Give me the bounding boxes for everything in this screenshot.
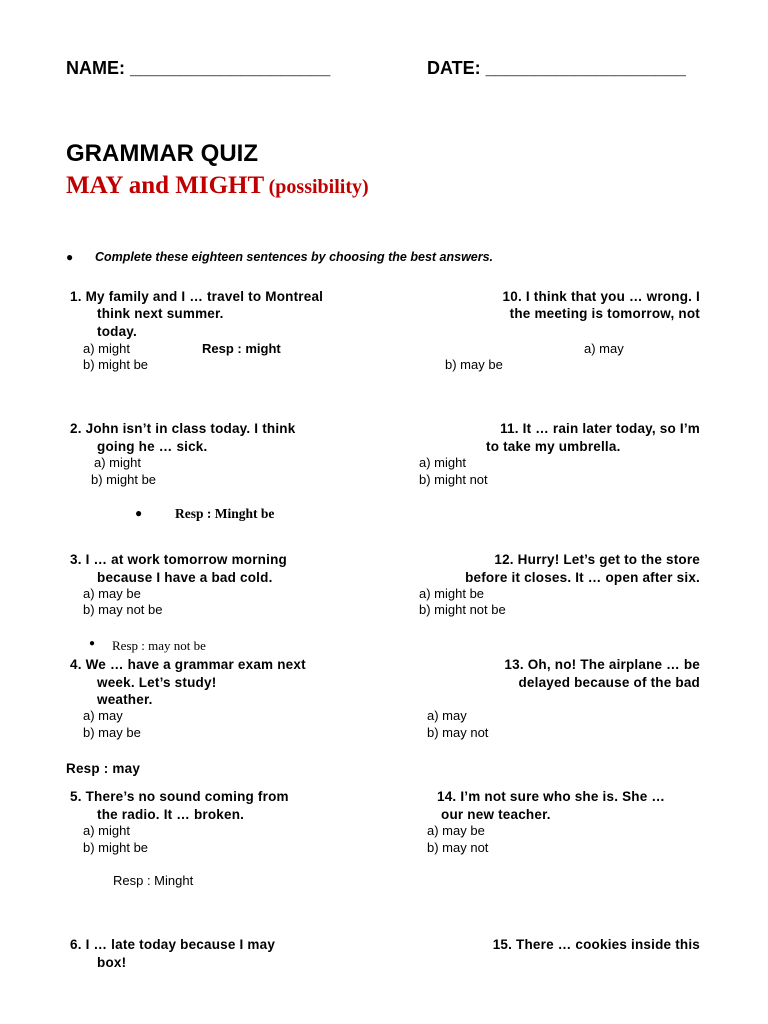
subtitle-main: MAY and MIGHT xyxy=(66,172,265,199)
q1-option-b: b) might be xyxy=(83,357,149,372)
q5-option-a: a) might xyxy=(83,823,130,838)
q2-line1: 2. John isn’t in class today. I think xyxy=(70,421,296,436)
q12-line2: before it closes. It … open after six. xyxy=(465,570,700,585)
q4-option-b: b) may be xyxy=(83,725,141,740)
q11-line2: to take my umbrella. xyxy=(486,439,621,454)
q1-line2: think next summer. xyxy=(97,306,224,321)
q12-line1: 12. Hurry! Let’s get to the store xyxy=(494,552,700,567)
q2-resp-bullet: ● xyxy=(135,506,143,520)
q4-line2: week. Let’s study! xyxy=(97,675,217,690)
q2-option-b: b) might be xyxy=(91,472,157,487)
instruction-text: Complete these eighteen sentences by choosing the best answers. xyxy=(95,250,494,264)
q2-line2: going he … sick. xyxy=(97,439,208,454)
q3-line2: because I have a bad cold. xyxy=(97,570,273,585)
q6-line1: 6. I … late today because I may xyxy=(70,937,276,952)
q4-response: Resp : may xyxy=(66,761,141,776)
q4-line3: weather. xyxy=(97,692,153,707)
quiz-subtitle xyxy=(66,172,369,200)
q4-option-a: a) may xyxy=(83,708,123,723)
q14-line2: our new teacher. xyxy=(441,807,551,822)
q10-line1: 10. I think that you … wrong. I xyxy=(502,289,700,304)
q14-option-b: b) may not xyxy=(427,840,489,855)
q10-option-b: b) may be xyxy=(445,357,503,372)
q12-option-b: b) might not be xyxy=(419,602,506,617)
q13-option-a: a) may xyxy=(427,708,467,723)
q13-line2: delayed because of the bad xyxy=(518,675,700,690)
q3-option-a: a) may be xyxy=(83,586,141,601)
q11-line1: 11. It … rain later today, so I’m xyxy=(500,421,700,436)
subtitle-paren: (possibility) xyxy=(268,176,369,198)
q5-line2: the radio. It … broken. xyxy=(97,807,245,822)
q11-option-a: a) might xyxy=(419,455,466,470)
q10-line2: the meeting is tomorrow, not xyxy=(509,306,700,321)
q10-option-a: a) may xyxy=(584,341,624,356)
q1-line1: 1. My family and I … travel to Montreal xyxy=(70,289,324,304)
q1-option-a: a) might xyxy=(83,341,130,356)
q1-response: Resp : might xyxy=(202,341,281,356)
q5-line1: 5. There’s no sound coming from xyxy=(70,789,289,804)
q1-line3: today. xyxy=(97,324,137,339)
name-field-label: NAME: ____________________ xyxy=(66,58,331,78)
q14-line1: 14. I’m not sure who she is. She … xyxy=(437,789,666,804)
q11-option-b: b) might not xyxy=(419,472,488,487)
instruction-bullet: ● xyxy=(66,250,74,264)
q6-line2: box! xyxy=(97,955,127,970)
q2-option-a: a) might xyxy=(94,455,141,470)
q5-response: Resp : Minght xyxy=(113,873,194,888)
q5-option-b: b) might be xyxy=(83,840,149,855)
q3-response: Resp : may not be xyxy=(112,638,206,653)
quiz-title: GRAMMAR QUIZ xyxy=(66,140,258,167)
q3-option-b: b) may not be xyxy=(83,602,163,617)
q12-option-a: a) might be xyxy=(419,586,485,601)
q4-line1: 4. We … have a grammar exam next xyxy=(70,657,306,672)
q13-line1: 13. Oh, no! The airplane … be xyxy=(504,657,700,672)
date-field-label: DATE: ____________________ xyxy=(427,58,686,78)
q2-response: Resp : Minght be xyxy=(175,506,275,521)
q13-option-b: b) may not xyxy=(427,725,489,740)
q3-resp-bullet: ● xyxy=(89,638,96,649)
q15-line1: 15. There … cookies inside this xyxy=(492,937,700,952)
q14-option-a: a) may be xyxy=(427,823,485,838)
q3-line1: 3. I … at work tomorrow morning xyxy=(70,552,287,567)
